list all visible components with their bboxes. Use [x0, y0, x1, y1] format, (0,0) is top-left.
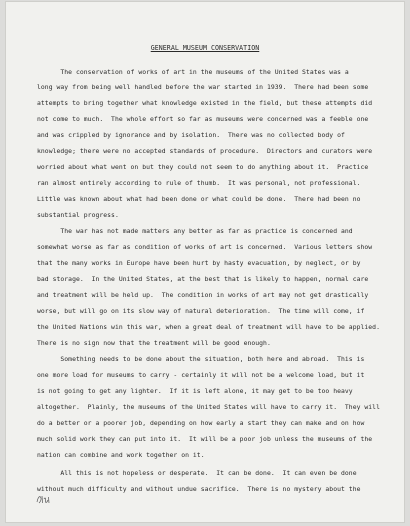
- text-line: long way from being well handled before the war started in 1939. There had been some: [37, 83, 369, 91]
- text-line: the United Nations win this war, when a great deal of treatment will have to be applied.: [37, 323, 380, 331]
- text-line: altogether. Plainly, the museums of the United States will have to carry it. They will: [37, 403, 380, 411]
- typed-page: [6, 2, 404, 522]
- text-line: and treatment will be held up. The condition in works of art may not get drastically: [37, 291, 369, 299]
- text-line: The war has not made matters any better as far as practice is concerned and: [37, 227, 353, 235]
- text-line: worried about what went on but they could not seem to do anything about it. Practice: [37, 163, 369, 171]
- text-line: much solid work they can put into it. It will be a poor job unless the museums of the: [37, 435, 373, 443]
- text-line: one more load for museums to carry - certainly it will not be a welcome load, but it: [37, 371, 365, 379]
- text-line: without much difficulty and without undue sacrifice. There is no mystery about the: [37, 485, 361, 493]
- text-line: attempts to bring together what knowledge existed in the field, but these attempts did: [37, 99, 373, 107]
- handwritten-initials: [36, 493, 52, 505]
- text-line: do a better or a poorer job, depending on how early a start they can make and on how: [37, 419, 365, 427]
- text-line: is not going to get any lighter. If it is left alone, it may get to be too heavy: [37, 387, 353, 395]
- text-line: The conservation of works of art in the museums of the United States was a: [37, 68, 349, 76]
- text-line: nation can combine and work together on it.: [37, 451, 205, 459]
- text-line: All this is not hopeless or desperate. It can be done. It can even be done: [37, 469, 357, 477]
- text-line: There is no sign now that the treatment will be good enough.: [37, 339, 271, 347]
- text-line: somewhat worse as far as condition of works of art is concerned. Various letters show: [37, 243, 373, 251]
- text-line: substantial progress.: [37, 211, 119, 219]
- text-line: Something needs to be done about the situation, both here and abroad. This is: [37, 355, 365, 363]
- text-line: that the many works in Europe have been hurt by hasty evacuation, by neglect, or by: [37, 259, 361, 267]
- text-line: not come to much. The whole effort so far as museums were concerned was a feeble one: [37, 115, 369, 123]
- text-line: ran almost entirely according to rule of thumb. It was personal, not professional.: [37, 179, 361, 187]
- text-line: Little was known about what had been done or what could be done. There had been no: [37, 195, 361, 203]
- text-line: bad storage. In the United States, at the best that is likely to happen, normal care: [37, 275, 369, 283]
- text-line: worse, but will go on its slow way of natural deterioration. The time will come, if: [37, 307, 365, 315]
- text-line: knowledge; there were no accepted standards of procedure. Directors and curators were: [37, 147, 373, 155]
- document-title: GENERAL MUSEUM CONSERVATION: [150, 44, 260, 52]
- text-line: and was crippled by ignorance and by isolation. There was no collected body of: [37, 131, 345, 139]
